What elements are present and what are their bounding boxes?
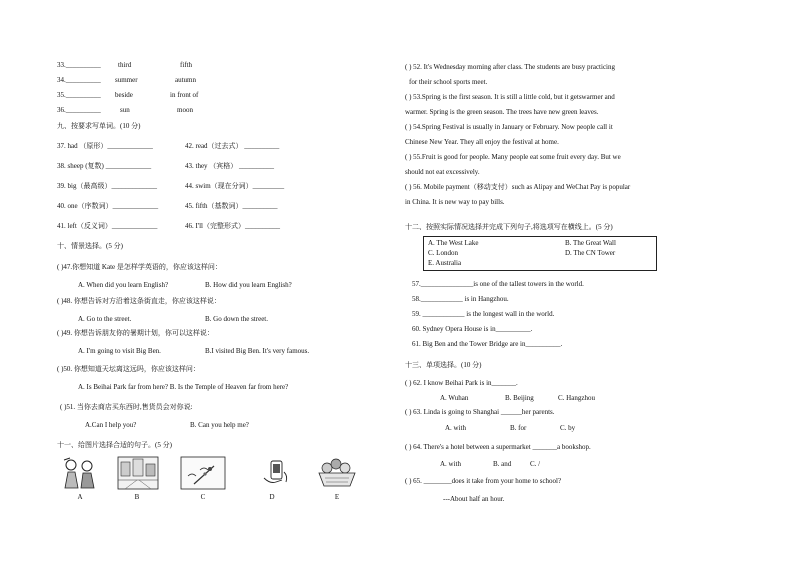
picture-e-fruit [315,456,359,490]
section-11-title: 十一、给图片选择合适的句子。(5 分) [57,441,172,449]
question-50: ( )50. 你想知道天坛离这远吗，你应该这样问： [57,365,200,373]
word-33a: third [118,61,132,69]
question-65: ( ) 65. ________does it take from your home to school? [405,477,562,485]
word-task-37: 37. had （原形）_____________ [57,142,153,150]
word-35b: in front of [170,91,199,99]
option-51a: A.Can I help you? [85,421,137,429]
picture-c-spring [180,456,226,490]
option-48a: A. Go to the street. [78,315,132,323]
blank-36: 36.__________ [57,106,101,114]
picture-a-children [60,456,100,490]
option-62c: C. Hangzhou [558,394,595,402]
answer-65: ---About half an hour. [443,495,505,503]
sentence-59: 59. ____________ is the longest wall in the world. [412,310,555,318]
word-task-45: 45. fifth（基数词）__________ [185,202,278,210]
option-49a: A. I'm going to visit Big Ben. [78,347,161,355]
question-64: ( ) 64. There's a hotel between a supermarket _______a bookshop. [405,443,591,451]
passage-55-line2: should not eat excessively. [405,168,480,176]
section-9-title: 九、按要求写单词。(10 分) [57,122,141,130]
option-63a: A. with [445,424,466,432]
option-a-west-lake: A. The West Lake [428,239,479,247]
question-47: ( )47.你想知道 Kate 是怎样学英语的，你应该这样问： [57,263,222,271]
option-62a: A. Wuhan [440,394,469,402]
sentence-61: 61. Big Ben and the Tower Bridge are in__________. [412,340,563,348]
option-48b: B. Go down the street. [205,315,268,323]
word-34a: summer [115,76,138,84]
word-34b: autumn [175,76,196,84]
blank-34: 34.__________ [57,76,101,84]
option-62b: B. Beijing [505,394,534,402]
picture-a-label: A [77,493,83,501]
word-36b: moon [177,106,193,114]
passage-54-line2: Chinese New Year. They all enjoy the festival at home. [405,138,559,146]
option-64a: A. with [440,460,461,468]
word-task-39: 39. big（最高级）_____________ [57,182,157,190]
word-35a: beside [115,91,133,99]
blank-35: 35.__________ [57,91,101,99]
word-task-41: 41. left（反义词）_____________ [57,222,158,230]
option-51b: B. Can you help me? [190,421,249,429]
word-36a: sun [120,106,130,114]
option-47a: A. When did you learn English? [78,281,169,289]
word-33b: fifth [180,61,193,69]
word-task-46: 46. I'll（完整形式）__________ [185,222,280,230]
option-d-cn-tower: D. The CN Tower [565,249,616,257]
section-12-title: 十二、按照实际情况选择并完成下列句子,将选项写在横线上。(5 分) [405,223,613,231]
sentence-60: 60. Sydney Opera House is in__________. [412,325,533,333]
option-b-great-wall: B. The Great Wall [565,239,616,247]
picture-b-street [117,456,159,490]
option-c-london: C. London [428,249,458,257]
option-63b: B. for [510,424,527,432]
passage-54-line1: ( ) 54.Spring Festival is usually in January or February. Now people call it [405,123,613,131]
question-62: ( ) 62. I know Beihai Park is in_______. [405,379,518,387]
question-51: ( )51. 当你去商店买东西时,售货员会对你说: [60,403,193,411]
word-task-43: 43. they （宾格） __________ [185,162,275,170]
option-e-australia: E. Australia [428,259,462,267]
section-13-title: 十三、单项选择。(10 分) [405,361,482,369]
question-48: ( )48. 你想告诉对方沿着这条街直走，你应该这样说： [57,297,221,305]
options-50: A. Is Beihai Park far from here? B. Is the Temple of Heaven far from here? [78,383,289,391]
word-task-44: 44. swim（现在分词）_________ [185,182,285,190]
picture-e-label: E [334,493,340,501]
word-task-40: 40. one（序数词）_____________ [57,202,159,210]
passage-52-line2: for their school sports meet. [409,78,488,86]
question-63: ( ) 63. Linda is going to Shanghai ______her parents. [405,408,555,416]
option-49b: B.I visited Big Ben. It's very famous. [205,347,310,355]
section-10-title: 十、情景选择。(5 分) [57,242,123,250]
picture-b-label: B [134,493,140,501]
picture-d-label: D [269,493,275,501]
sentence-57: 57._______________is one of the tallest towers in the world. [412,280,584,288]
blank-33: 33.__________ [57,61,101,69]
passage-52-line1: ( ) 52. It's Wednesday morning after class. The students are busy practicing [405,63,615,71]
question-49: ( )49. 你想告诉朋友你的暑期计划，你可以这样说： [57,329,214,337]
passage-55-line1: ( ) 55.Fruit is good for people. Many people eat some fruit every day. But we [405,153,621,161]
passage-53-line1: ( ) 53.Spring is the first season. It is still a little cold, but it getswarmer and [405,93,615,101]
word-task-38: 38. sheep (复数) _____________ [57,162,152,170]
option-64b: B. and [493,460,512,468]
word-task-42: 42. read（过去式） __________ [185,142,280,150]
passage-56-line2: in China. It is new way to pay bills. [405,198,505,206]
sentence-58: 58.____________ is in Hangzhou. [412,295,509,303]
picture-c-label: C [200,493,206,501]
option-64c: C. / [530,460,541,468]
passage-56-line1: ( ) 56. Mobile payment（移动支付）such as Alipay and WeChat Pay is popular [405,183,631,191]
option-47b: B. How did you learn English? [205,281,292,289]
picture-d-mobile-payment [262,458,290,488]
option-63c: C. by [560,424,576,432]
passage-53-line2: warmer. Spring is the green season. The trees have new green leaves. [405,108,599,116]
